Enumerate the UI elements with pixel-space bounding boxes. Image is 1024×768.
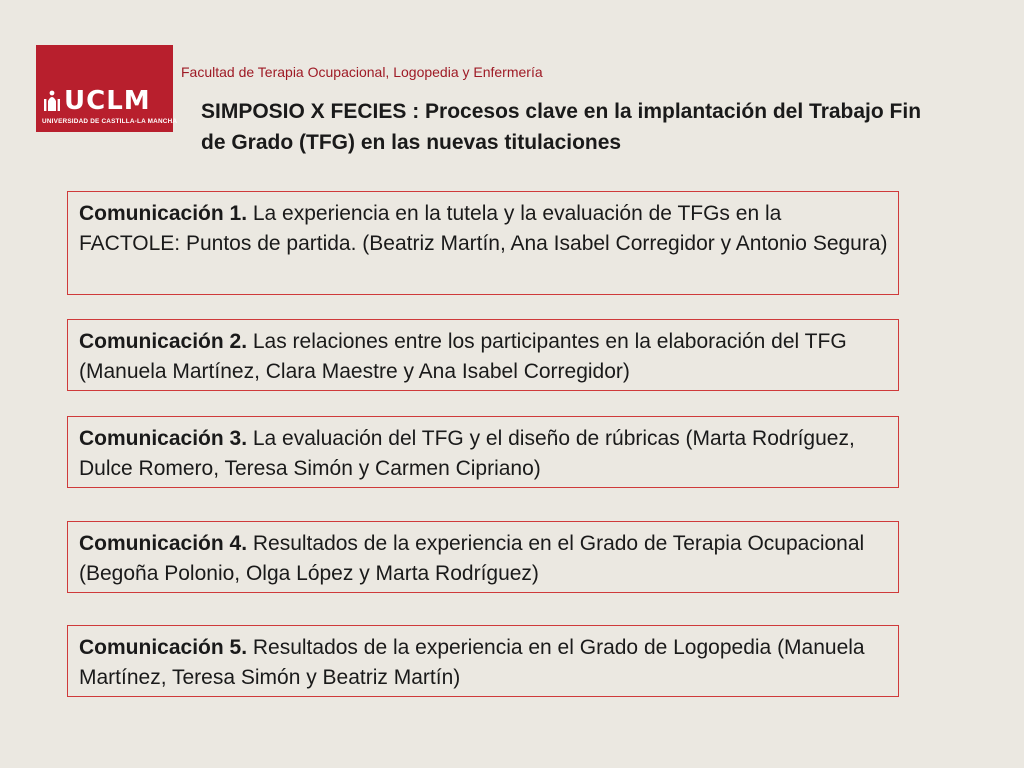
- communication-label: Comunicación 2.: [79, 330, 248, 353]
- communication-label: Comunicación 4.: [79, 532, 248, 555]
- communication-text: La evaluación del TFG y el diseño de rúbricas (Marta Rodríguez, Dulce Romero, Teresa Simón y Carmen Cipriano): [79, 427, 855, 480]
- logo-subline: UNIVERSIDAD DE CASTILLA-LA MANCHA: [42, 118, 178, 125]
- communication-text: Resultados de la experiencia en el Grado de Terapia Ocupacional (Begoña Polonio, Olga López y Marta Rodríguez): [79, 532, 865, 585]
- communication-label: Comunicación 5.: [79, 636, 248, 659]
- communication-box-1: [67, 191, 899, 295]
- uclm-emblem-icon: [42, 89, 62, 113]
- communication-box-5: [67, 625, 899, 697]
- communication-text: Las relaciones entre los participantes en la elaboración del TFG (Manuela Martínez, Clara Maestre y Ana Isabel Corregidor): [79, 330, 847, 383]
- communication-box-2: [67, 319, 899, 391]
- communication-text: La experiencia en la tutela y la evaluación de TFGs en la FACTOLE: Puntos de partida. (Beatriz Martín, Ana Isabel Corregidor y Antonio Segura): [79, 202, 888, 255]
- communication-label: Comunicación 1.: [79, 202, 248, 225]
- communication-box-3: [67, 416, 899, 488]
- communication-label: Comunicación 3.: [79, 427, 248, 450]
- faculty-name: Facultad de Terapia Ocupacional, Logopedia y Enfermería: [181, 64, 543, 80]
- logo-wordmark: UCLM: [64, 86, 151, 116]
- communication-text: Resultados de la experiencia en el Grado de Logopedia (Manuela Martínez, Teresa Simón y Beatriz Martín): [79, 636, 865, 689]
- communication-box-4: [67, 521, 899, 593]
- page-title: SIMPOSIO X FECIES : Procesos clave en la implantación del Trabajo Fin de Grado (TFG) en las nuevas titulaciones: [201, 100, 922, 154]
- uclm-logo: [36, 45, 178, 132]
